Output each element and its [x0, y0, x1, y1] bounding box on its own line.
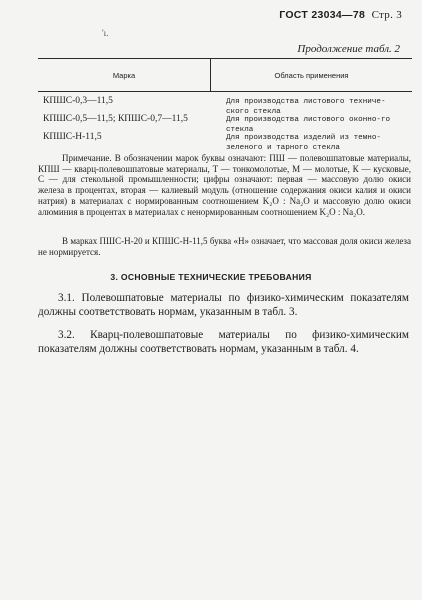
paragraph-3-2: 3.2. Кварц-полевошпатовые материалы по физико-химическим показателям должны соответствовать нормам, указанным в табл. 4. — [38, 329, 409, 356]
page-number: Стр. 3 — [371, 9, 402, 21]
table-note: Примечание. В обозначении марок буквы означают: ПШ — полевошпатовые материалы, КПШ — кварц-полевошпатовые материалы, Т — тонкомолотые, М — молотые, К — кусковые, С — для стекольной промышленности; цифры означают: первая — массовую долю окиси железа в процентах, вторая — калиевый модуль (отношение содержания окиси калия и окиси натрия) в материалах с нормированным соотношением K₂O : Na₂O и массовую долю окиси алюминия в процентах в материалах с ненормированным соотношением K₂O : Na₂O. — [38, 153, 411, 217]
gost-number: ГОСТ 23034—78 — [279, 9, 366, 21]
page-header — [279, 9, 402, 21]
table-row-application: Для производства изделий из темно-зеленого и тарного стекла — [226, 134, 381, 152]
table-body — [38, 92, 412, 152]
section-heading: 3. ОСНОВНЫЕ ТЕХНИЧЕСКИЕ ТРЕБОВАНИЯ — [110, 272, 312, 282]
table-note-letter-n: В марках ПШС-Н-20 и КПШС-Н-11,5 буква «Н» означает, что массовая доля окиси железа не нормируется. — [38, 236, 411, 257]
table-row-application: Для производства листового техниче-ского стекла — [226, 98, 386, 116]
table-row-grade: КПШС-Н-11,5 — [43, 132, 102, 143]
column-header-application: Область применения — [274, 70, 349, 80]
table-row-application: Для производства листового оконно-го стекла — [226, 116, 391, 134]
paragraph-3-1: 3.1. Полевошпатовые материалы по физико-химическим показателям должны соответствовать нормам, указанным в табл. 3. — [38, 292, 409, 319]
table-caption: Продолжение табл. 2 — [297, 43, 400, 55]
table-row-grade: КПШС-0,3—11,5 — [43, 96, 113, 107]
column-header-grade: Марка — [112, 70, 136, 80]
table-2-continuation — [38, 58, 412, 152]
table-header-row — [38, 59, 412, 91]
table-row-grade: КПШС-0,5—11,5; КПШС-0,7—11,5 — [43, 114, 188, 125]
scan-specks: 'ı. — [102, 28, 109, 38]
